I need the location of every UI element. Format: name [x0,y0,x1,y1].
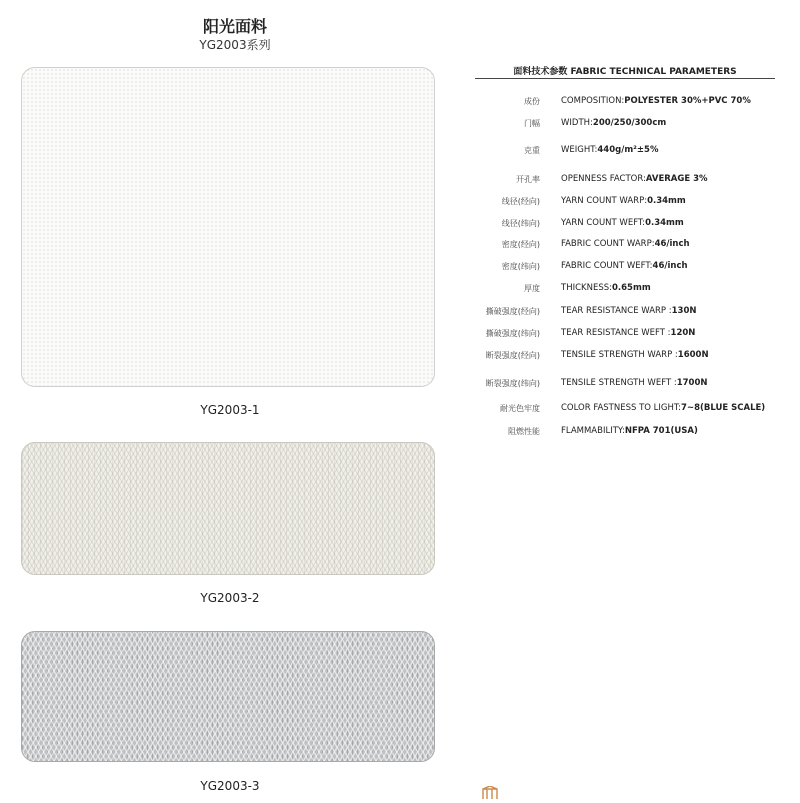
param-prefix: FLAMMABILITY: [561,426,625,436]
param-row [470,118,790,132]
param-label: 耐光色牢度 [500,404,540,413]
param-row [470,261,790,275]
series-subtitle: YG2003系列 [199,38,271,52]
param-number: 1700N [676,378,708,388]
param-number: POLYESTER 30%+PVC 70% [624,96,751,106]
param-row [470,378,790,392]
param-prefix: FABRIC COUNT WARP: [561,239,655,249]
param-value [561,261,688,271]
param-number: 120N [670,328,696,338]
param-row [470,218,790,232]
param-value [561,378,707,388]
param-label: 线径(纬向) [501,219,540,228]
logo-mark-icon [481,786,499,800]
param-value [561,118,666,128]
param-prefix: COLOR FASTNESS TO LIGHT: [561,403,682,413]
param-label: 克重 [524,146,540,155]
param-number: 0.65mm [611,283,651,293]
param-label: 阻燃性能 [508,427,540,436]
param-number: 7~8(BLUE SCALE) [681,403,766,413]
param-prefix: OPENNESS FACTOR: [561,174,646,184]
param-row [470,145,790,159]
param-row [470,174,790,188]
param-number: 46/inch [654,239,690,249]
param-label: 开孔率 [516,175,540,184]
param-number: 0.34mm [645,218,684,228]
param-row [470,328,790,342]
param-row [470,283,790,297]
param-number: NFPA 701(USA) [624,426,698,436]
page-title: 阳光面料 [202,17,267,36]
param-value [561,350,709,360]
param-label: 成份 [524,97,540,106]
param-value [561,218,684,228]
param-row [470,426,790,440]
param-value [561,196,686,206]
param-row [470,403,790,417]
param-row [470,96,790,110]
param-number: 130N [671,306,697,316]
param-value [561,239,690,249]
param-label: 撕破强度(纬向) [485,329,540,338]
params-divider [475,78,775,79]
param-prefix: WEIGHT: [561,145,598,155]
param-label: 断裂强度(纬向) [485,379,540,388]
fabric-swatch-2 [21,442,435,575]
param-row [470,306,790,320]
param-label: 线径(经向) [501,197,540,206]
param-prefix: YARN COUNT WARP: [561,196,648,206]
param-prefix: YARN COUNT WEFT: [561,218,646,228]
param-prefix: TENSILE STRENGTH WEFT : [561,378,677,388]
param-value [561,283,651,293]
swatch-caption-2: YG2003-2 [200,591,260,605]
swatch-caption-1: YG2003-1 [200,403,260,417]
param-row [470,350,790,364]
param-value [561,426,698,436]
param-value [561,96,751,106]
param-prefix: TEAR RESISTANCE WEFT : [561,328,671,338]
param-prefix: THICKNESS: [561,283,612,293]
param-label: 断裂强度(经向) [485,351,540,360]
param-number: AVERAGE 3% [645,174,708,184]
param-label: 密度(经向) [501,240,540,249]
param-value [561,174,708,184]
param-number: 1600N [677,350,709,360]
param-prefix: TEAR RESISTANCE WARP : [561,306,672,316]
param-label: 厚度 [524,284,540,293]
param-value [561,403,765,413]
param-row [470,239,790,253]
params-title: 面料技术参数 FABRIC TECHNICAL PARAMETERS [513,67,737,77]
param-row [470,196,790,210]
param-label: 撕破强度(经向) [485,307,540,316]
param-prefix: COMPOSITION: [561,96,625,106]
param-number: 200/250/300cm [592,118,667,128]
param-prefix: WIDTH: [561,118,593,128]
fabric-swatch-3 [21,631,435,762]
fabric-swatch-1 [21,67,435,387]
swatch-caption-3: YG2003-3 [200,779,260,793]
param-number: 0.34mm [647,196,686,206]
param-label: 门幅 [524,119,540,128]
param-value [561,328,695,338]
param-prefix: TENSILE STRENGTH WARP : [561,350,678,360]
param-value [561,145,658,155]
param-label: 密度(纬向) [501,262,540,271]
param-prefix: FABRIC COUNT WEFT: [561,261,653,271]
param-number: 46/inch [652,261,688,271]
param-value [561,306,696,316]
param-number: 440g/m²±5% [597,145,659,155]
